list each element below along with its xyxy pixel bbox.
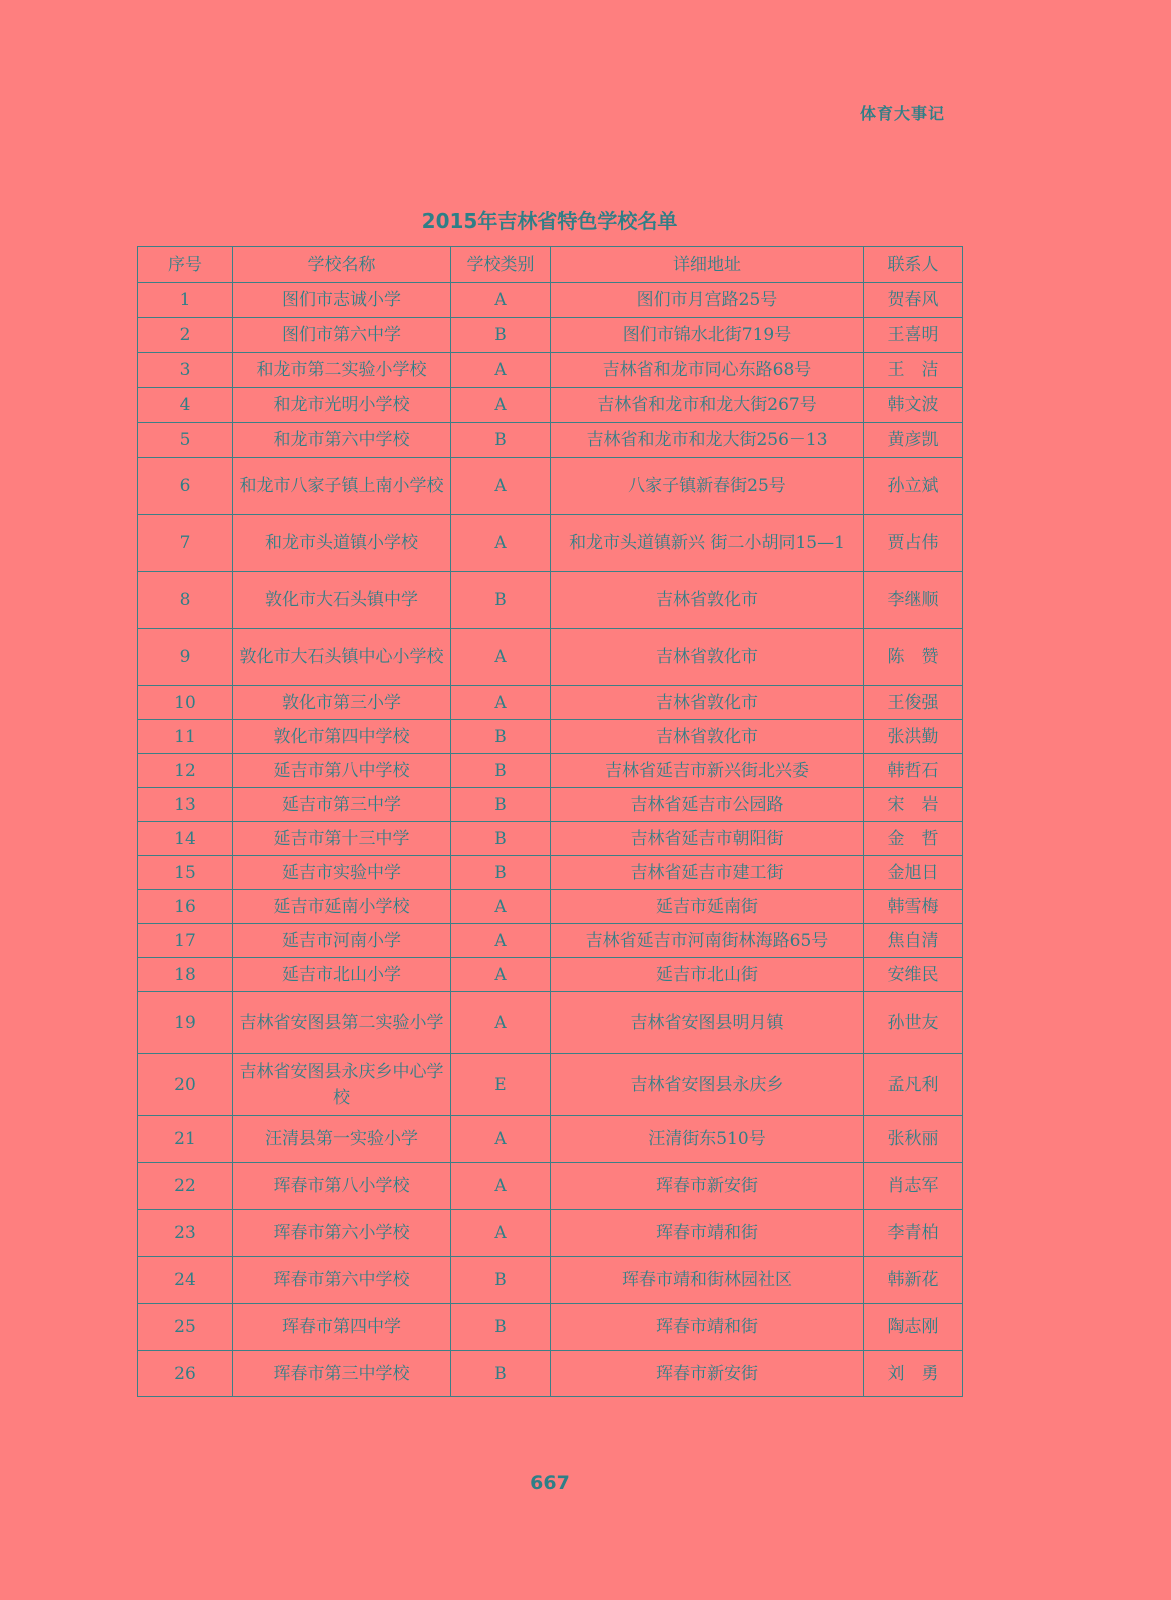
school-name-cell: 汪清县第一实验小学 [233, 1116, 451, 1163]
school-roster-table [137, 246, 963, 1397]
category-cell: A [451, 890, 551, 924]
table-row [138, 458, 963, 515]
index-cell: 14 [138, 822, 233, 856]
table-row [138, 1257, 963, 1304]
address-cell: 吉林省敦化市 [551, 629, 864, 686]
address-cell: 延吉市北山街 [551, 958, 864, 992]
school-name-cell: 吉林省安图县永庆乡中心学校 [233, 1054, 451, 1116]
document-title: 2015年吉林省特色学校名单 [421, 209, 678, 233]
school-name-cell: 珲春市第六小学校 [233, 1210, 451, 1257]
contact-cell: 王 洁 [864, 353, 963, 388]
index-cell: 10 [138, 686, 233, 720]
index-cell: 13 [138, 788, 233, 822]
index-cell: 5 [138, 423, 233, 458]
school-name-cell: 和龙市第二实验小学校 [233, 353, 451, 388]
category-cell: A [451, 992, 551, 1054]
contact-cell: 李继顺 [864, 572, 963, 629]
school-name-cell: 吉林省安图县第二实验小学 [233, 992, 451, 1054]
table-row [138, 1351, 963, 1397]
category-cell: A [451, 1210, 551, 1257]
address-cell: 吉林省延吉市河南街林海路65号 [551, 924, 864, 958]
contact-cell: 李青柏 [864, 1210, 963, 1257]
table-row [138, 992, 963, 1054]
table-row [138, 572, 963, 629]
address-cell: 吉林省敦化市 [551, 686, 864, 720]
school-name-cell: 延吉市河南小学 [233, 924, 451, 958]
table-row [138, 515, 963, 572]
table-row [138, 1304, 963, 1351]
index-cell: 6 [138, 458, 233, 515]
school-name-cell: 延吉市第八中学校 [233, 754, 451, 788]
contact-cell: 金旭日 [864, 856, 963, 890]
index-cell: 25 [138, 1304, 233, 1351]
index-cell: 1 [138, 283, 233, 318]
index-cell: 22 [138, 1163, 233, 1210]
category-cell: E [451, 1054, 551, 1116]
contact-cell: 王喜明 [864, 318, 963, 353]
table-row [138, 423, 963, 458]
school-name-cell: 图们市志诚小学 [233, 283, 451, 318]
contact-cell: 陈 赞 [864, 629, 963, 686]
address-cell: 吉林省延吉市公园路 [551, 788, 864, 822]
address-cell: 珲春市靖和街林园社区 [551, 1257, 864, 1304]
table-row [138, 924, 963, 958]
index-cell: 3 [138, 353, 233, 388]
column-header-school-name: 学校名称 [233, 247, 451, 283]
table-row [138, 958, 963, 992]
address-cell: 八家子镇新春街25号 [551, 458, 864, 515]
category-cell: A [451, 283, 551, 318]
category-cell: A [451, 515, 551, 572]
school-name-cell: 珲春市第四中学 [233, 1304, 451, 1351]
school-name-cell: 敦化市第三小学 [233, 686, 451, 720]
index-cell: 17 [138, 924, 233, 958]
address-cell: 珲春市靖和街 [551, 1304, 864, 1351]
table-row [138, 856, 963, 890]
contact-cell: 金 哲 [864, 822, 963, 856]
index-cell: 7 [138, 515, 233, 572]
table-row [138, 754, 963, 788]
contact-cell: 安维民 [864, 958, 963, 992]
category-cell: A [451, 958, 551, 992]
address-cell: 吉林省延吉市新兴街北兴委 [551, 754, 864, 788]
contact-cell: 陶志刚 [864, 1304, 963, 1351]
table-row [138, 388, 963, 423]
table-row [138, 890, 963, 924]
contact-cell: 黄彦凯 [864, 423, 963, 458]
category-cell: B [451, 1351, 551, 1397]
address-cell: 吉林省和龙市和龙大街256－13 [551, 423, 864, 458]
address-cell: 珲春市新安街 [551, 1351, 864, 1397]
table-row [138, 822, 963, 856]
running-head: 体育大事记 [859, 104, 945, 123]
address-cell: 珲春市新安街 [551, 1163, 864, 1210]
index-cell: 21 [138, 1116, 233, 1163]
address-cell: 吉林省和龙市和龙大街267号 [551, 388, 864, 423]
category-cell: A [451, 1163, 551, 1210]
contact-cell: 贺春风 [864, 283, 963, 318]
category-cell: A [451, 458, 551, 515]
table-row [138, 720, 963, 754]
index-cell: 11 [138, 720, 233, 754]
address-cell: 和龙市头道镇新兴 街二小胡同15—1 [551, 515, 864, 572]
contact-cell: 王俊强 [864, 686, 963, 720]
category-cell: B [451, 720, 551, 754]
category-cell: A [451, 924, 551, 958]
table-row [138, 788, 963, 822]
table-row [138, 353, 963, 388]
school-name-cell: 敦化市第四中学校 [233, 720, 451, 754]
index-cell: 23 [138, 1210, 233, 1257]
category-cell: B [451, 318, 551, 353]
index-cell: 19 [138, 992, 233, 1054]
category-cell: A [451, 1116, 551, 1163]
table-header-row [138, 247, 963, 283]
school-name-cell: 图们市第六中学 [233, 318, 451, 353]
school-name-cell: 和龙市头道镇小学校 [233, 515, 451, 572]
school-name-cell: 延吉市北山小学 [233, 958, 451, 992]
contact-cell: 张洪勤 [864, 720, 963, 754]
category-cell: B [451, 1257, 551, 1304]
table-body [138, 283, 963, 1397]
contact-cell: 韩文波 [864, 388, 963, 423]
contact-cell: 孙世友 [864, 992, 963, 1054]
table-row [138, 1054, 963, 1116]
category-cell: B [451, 788, 551, 822]
contact-cell: 宋 岩 [864, 788, 963, 822]
category-cell: A [451, 629, 551, 686]
contact-cell: 张秋丽 [864, 1116, 963, 1163]
school-name-cell: 珲春市第八小学校 [233, 1163, 451, 1210]
contact-cell: 韩新花 [864, 1257, 963, 1304]
index-cell: 4 [138, 388, 233, 423]
address-cell: 吉林省敦化市 [551, 720, 864, 754]
address-cell: 汪清街东510号 [551, 1116, 864, 1163]
index-cell: 2 [138, 318, 233, 353]
address-cell: 吉林省安图县永庆乡 [551, 1054, 864, 1116]
category-cell: A [451, 686, 551, 720]
contact-cell: 韩哲石 [864, 754, 963, 788]
category-cell: B [451, 423, 551, 458]
table-row [138, 1210, 963, 1257]
category-cell: A [451, 353, 551, 388]
column-header-address: 详细地址 [551, 247, 864, 283]
column-header-contact: 联系人 [864, 247, 963, 283]
school-name-cell: 延吉市第十三中学 [233, 822, 451, 856]
contact-cell: 刘 勇 [864, 1351, 963, 1397]
address-cell: 图们市月宫路25号 [551, 283, 864, 318]
category-cell: B [451, 572, 551, 629]
school-name-cell: 延吉市延南小学校 [233, 890, 451, 924]
table-row [138, 1163, 963, 1210]
address-cell: 吉林省延吉市朝阳街 [551, 822, 864, 856]
address-cell: 图们市锦水北街719号 [551, 318, 864, 353]
address-cell: 吉林省敦化市 [551, 572, 864, 629]
school-name-cell: 和龙市光明小学校 [233, 388, 451, 423]
index-cell: 24 [138, 1257, 233, 1304]
contact-cell: 孟凡利 [864, 1054, 963, 1116]
school-name-cell: 珲春市第三中学校 [233, 1351, 451, 1397]
address-cell: 延吉市延南街 [551, 890, 864, 924]
address-cell: 吉林省和龙市同心东路68号 [551, 353, 864, 388]
address-cell: 吉林省延吉市建工街 [551, 856, 864, 890]
school-name-cell: 敦化市大石头镇中学 [233, 572, 451, 629]
index-cell: 9 [138, 629, 233, 686]
contact-cell: 韩雪梅 [864, 890, 963, 924]
table-row [138, 1116, 963, 1163]
table-row [138, 283, 963, 318]
index-cell: 15 [138, 856, 233, 890]
contact-cell: 贾占伟 [864, 515, 963, 572]
table-row [138, 686, 963, 720]
column-header-index: 序号 [138, 247, 233, 283]
index-cell: 18 [138, 958, 233, 992]
column-header-school-category: 学校类别 [451, 247, 551, 283]
category-cell: B [451, 1304, 551, 1351]
address-cell: 珲春市靖和街 [551, 1210, 864, 1257]
index-cell: 8 [138, 572, 233, 629]
contact-cell: 肖志军 [864, 1163, 963, 1210]
category-cell: B [451, 822, 551, 856]
category-cell: B [451, 856, 551, 890]
school-name-cell: 和龙市第六中学校 [233, 423, 451, 458]
school-name-cell: 延吉市第三中学 [233, 788, 451, 822]
index-cell: 16 [138, 890, 233, 924]
address-cell: 吉林省安图县明月镇 [551, 992, 864, 1054]
table-row [138, 318, 963, 353]
page-number: 667 [530, 1472, 570, 1494]
index-cell: 12 [138, 754, 233, 788]
contact-cell: 焦自清 [864, 924, 963, 958]
index-cell: 20 [138, 1054, 233, 1116]
school-name-cell: 和龙市八家子镇上南小学校 [233, 458, 451, 515]
school-name-cell: 延吉市实验中学 [233, 856, 451, 890]
table-row [138, 629, 963, 686]
index-cell: 26 [138, 1351, 233, 1397]
contact-cell: 孙立斌 [864, 458, 963, 515]
school-name-cell: 珲春市第六中学校 [233, 1257, 451, 1304]
school-name-cell: 敦化市大石头镇中心小学校 [233, 629, 451, 686]
category-cell: A [451, 388, 551, 423]
category-cell: B [451, 754, 551, 788]
